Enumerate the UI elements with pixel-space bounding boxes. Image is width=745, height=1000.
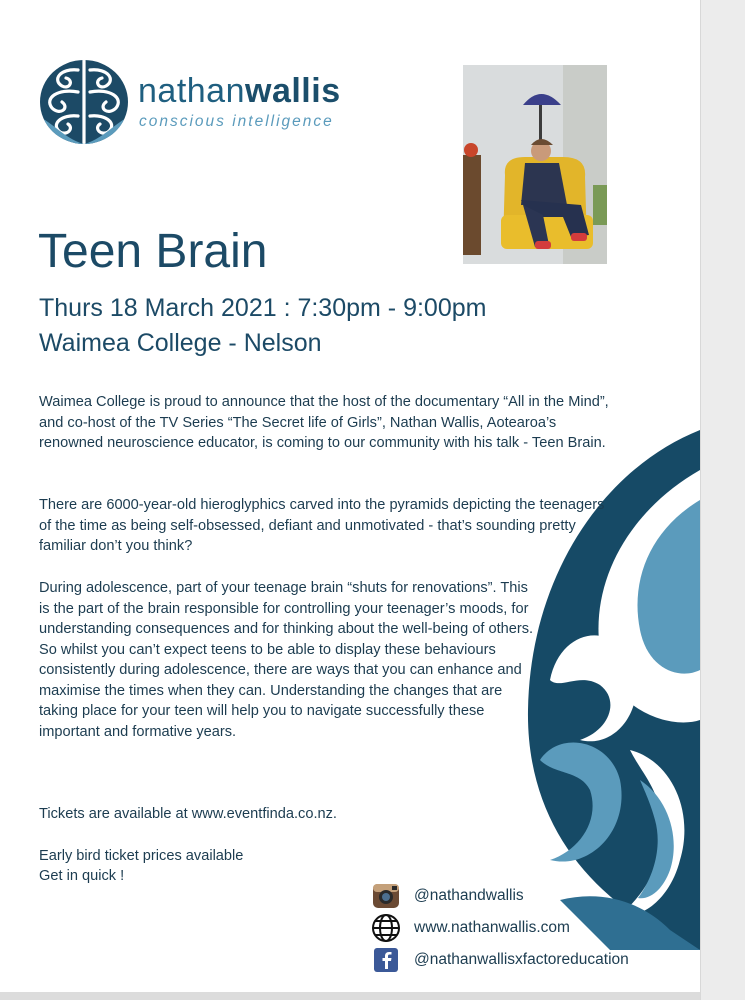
facebook-handle: @nathanwallisxfactoreducation (414, 951, 629, 968)
tickets-text: Tickets are available at www.eventfinda.co.nz. (39, 806, 337, 822)
get-in-quick-text: Get in quick ! (39, 868, 125, 884)
instagram-icon (370, 880, 402, 912)
website-url: www.nathanwallis.com (414, 919, 570, 936)
facebook-link[interactable] (370, 944, 629, 976)
event-title: Teen Brain (38, 225, 268, 278)
presenter-photo (463, 65, 607, 264)
early-bird-text: Early bird ticket prices available (39, 848, 244, 864)
viewer-background (700, 0, 745, 1000)
instagram-handle: @nathandwallis (414, 887, 524, 904)
event-venue: Waimea College - Nelson (39, 329, 322, 357)
instagram-link[interactable] (370, 880, 524, 912)
website-link[interactable] (370, 912, 570, 944)
hieroglyphics-paragraph: There are 6000-year-old hieroglyphics carved into the pyramids depicting the teenagers of the time as being self-obsessed, defiant and unmotivated - that’s sounding pretty familiar don’t you think? (39, 497, 605, 554)
event-datetime: Thurs 18 March 2021 : 7:30pm - 9:00pm (39, 294, 487, 322)
adolescence-paragraph: During adolescence, part of your teenage brain “shuts for renovations”. This is the part of the brain responsible for controlling your teenager’s moods, for understanding consequences and for thinking about the well-being of others. So whilst you can’t expect teens to be able to display these behaviours consistently during adolescence, there are ways that you can enhance and maximise the times when they can. Understanding the changes that are taking place for your teen will help you to navigate successfully these important and formative years. (39, 580, 534, 740)
intro-paragraph: Waimea College is proud to announce that the host of the documentary “All in the Mind”, and co-host of the TV Series “The Secret life of Girls”, Nathan Wallis, Aotearoa’s renowned neuroscience educator, is coming to our community with his talk - Teen Brain. (39, 394, 609, 451)
globe-icon (370, 912, 402, 944)
brand-name: nathanwallis (138, 72, 341, 110)
brain-logo-icon (38, 58, 130, 146)
viewer-bottom-edge (0, 992, 700, 1000)
brand-tagline: conscious intelligence (139, 113, 334, 130)
facebook-icon (370, 944, 402, 976)
